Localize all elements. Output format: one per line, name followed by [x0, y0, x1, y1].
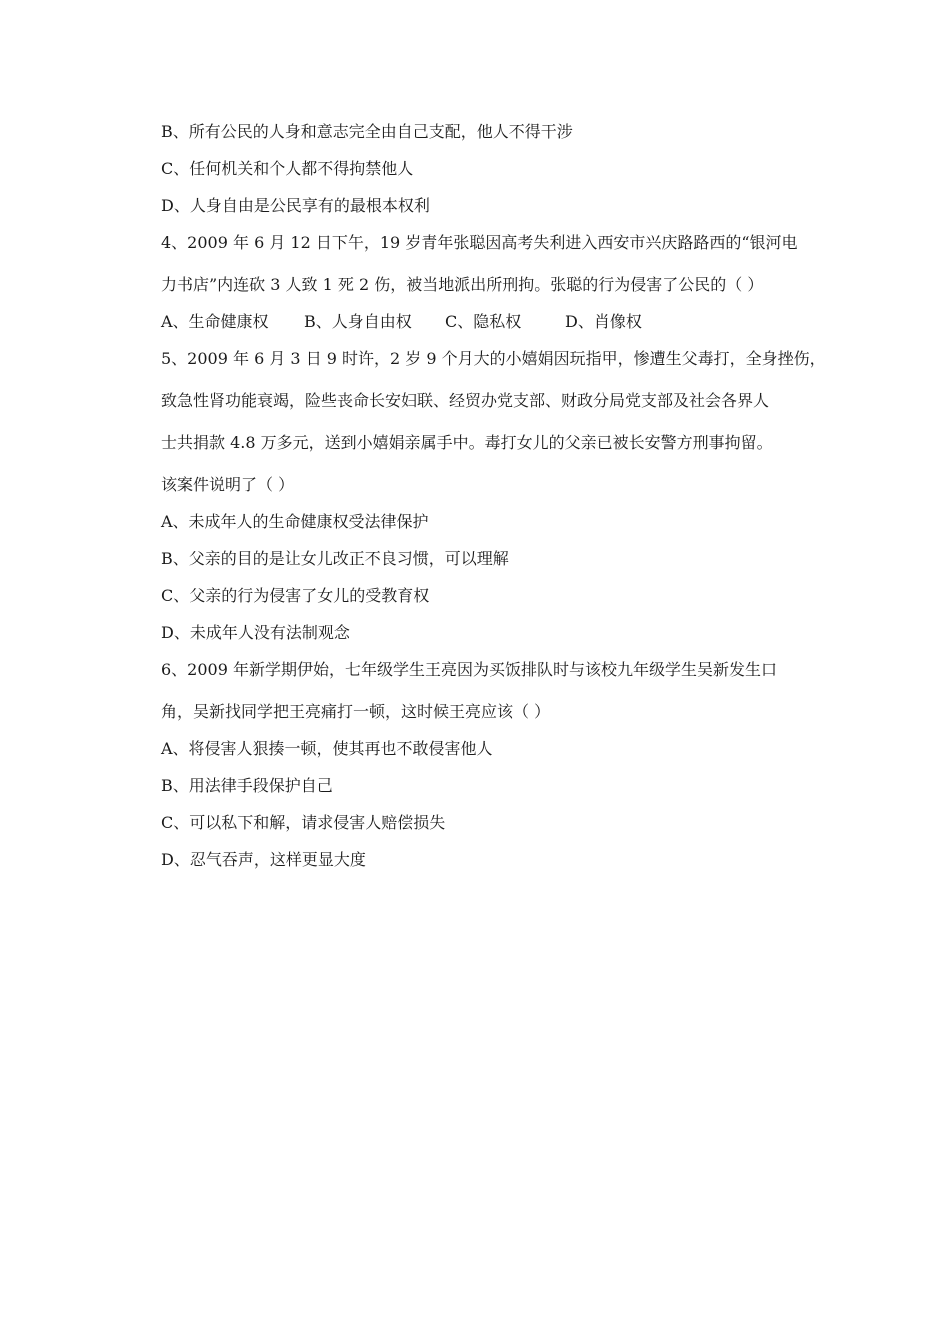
q4-option-b: B、人身自由权: [304, 312, 412, 331]
q4-option-a: A、生命健康权: [161, 312, 269, 331]
q4-options: [161, 311, 821, 333]
q6-option-c: C、可以私下和解，请求侵害人赔偿损失: [161, 813, 446, 832]
q6-stem-line-2: 角，吴新找同学把王亮痛打一顿，这时候王亮应该（ ）: [161, 702, 551, 721]
q6-stem-line-1: 6、2009 年新学期伊始，七年级学生王亮因为买饭排队时与该校九年级学生吴新发生口: [161, 660, 777, 679]
q5-stem-line-3: 士共捐款 4.8 万多元，送到小嬉娟亲属手中。毒打女儿的父亲已被长安警方刑事拘留。: [161, 433, 773, 452]
q4-option-d: D、肖像权: [565, 312, 642, 331]
q5-stem-line-1: 5、2009 年 6 月 3 日 9 时许，2 岁 9 个月大的小嬉娟因玩指甲，惨遭生父毒打，全身挫伤，: [161, 349, 826, 368]
q6-option-d: D、忍气吞声，这样更显大度: [161, 850, 366, 869]
q5-stem-line-2: 致急性肾功能衰竭，险些丧命长安妇联、经贸办党支部、财政分局党支部及社会各界人: [161, 391, 770, 410]
q5-stem-line-4: 该案件说明了（ ）: [161, 475, 295, 494]
q6-option-b: B、用法律手段保护自己: [161, 776, 333, 795]
q3-option-c: C、任何机关和个人都不得拘禁他人: [161, 159, 414, 178]
q6-option-a: A、将侵害人狠揍一顿，使其再也不敢侵害他人: [161, 739, 493, 758]
q4-option-c: C、隐私权: [445, 312, 522, 331]
q5-option-d: D、未成年人没有法制观念: [161, 623, 350, 642]
q3-option-b: B、所有公民的人身和意志完全由自己支配，他人不得干涉: [161, 122, 573, 141]
q5-option-b: B、父亲的目的是让女儿改正不良习惯，可以理解: [161, 549, 509, 568]
document-body: [161, 121, 826, 871]
q4-stem-line-1: 4、2009 年 6 月 12 日下午，19 岁青年张聪因高考失利进入西安市兴庆路路西的“银河电: [161, 233, 798, 252]
q4-stem-line-2: 力书店”内连砍 3 人致 1 死 2 伤，被当地派出所刑拘。张聪的行为侵害了公民的（ ）: [161, 275, 764, 294]
q3-option-d: D、人身自由是公民享有的最根本权利: [161, 196, 430, 215]
q5-option-a: A、未成年人的生命健康权受法律保护: [161, 512, 429, 531]
q5-option-c: C、父亲的行为侵害了女儿的受教育权: [161, 586, 430, 605]
